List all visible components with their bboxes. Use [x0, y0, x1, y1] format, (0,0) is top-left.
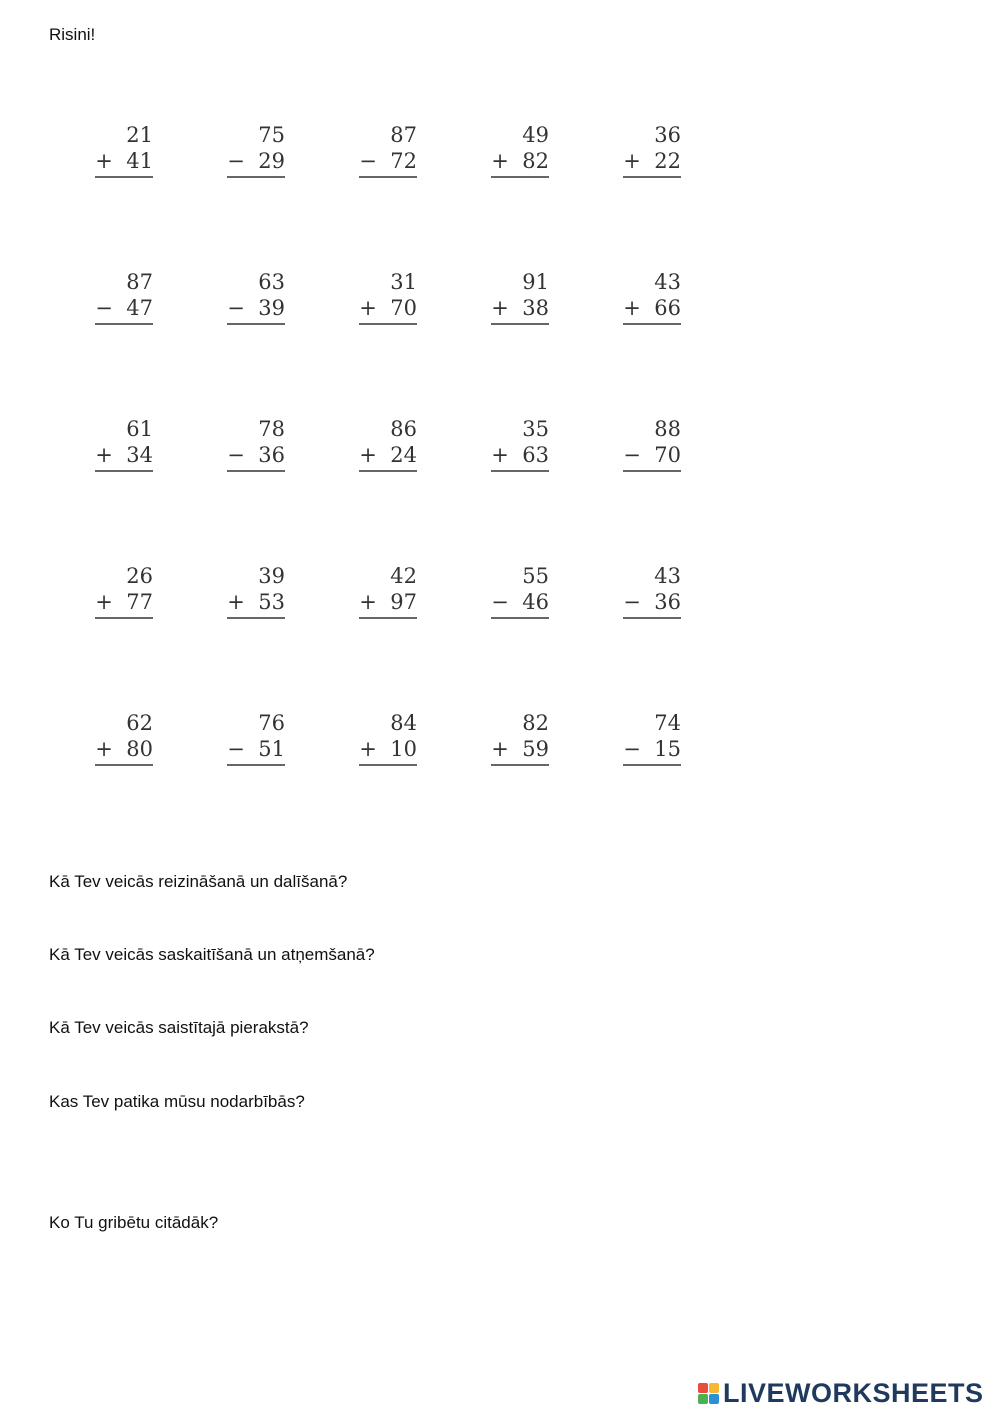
- problem-operator: −: [623, 443, 641, 467]
- problem-second-number: 36: [654, 590, 681, 614]
- problem-first-number: 76: [258, 711, 285, 735]
- problem-item: [491, 710, 549, 766]
- problem-item: [623, 416, 681, 472]
- problem-item: [359, 710, 417, 766]
- problem-first-number: 31: [390, 270, 417, 294]
- logo-mark-icon: [698, 1383, 719, 1404]
- problem-second-row: [491, 736, 549, 766]
- problem-first-number: 63: [258, 270, 285, 294]
- problem-item: [623, 269, 681, 325]
- problem-operator: +: [359, 296, 377, 320]
- problem-operator: +: [227, 590, 245, 614]
- problem-operator: −: [623, 590, 641, 614]
- problem-operator: −: [227, 296, 245, 320]
- problem-first-number: 26: [126, 564, 153, 588]
- problem-second-row: [95, 589, 153, 619]
- problem-second-row: [359, 148, 417, 178]
- problem-second-number: 51: [258, 737, 285, 761]
- problem-first-number: 43: [654, 564, 681, 588]
- problem-second-number: 41: [126, 149, 153, 173]
- problem-second-row: [227, 736, 285, 766]
- problem-item: [227, 269, 285, 325]
- problem-second-row: [359, 736, 417, 766]
- problem-operator: −: [95, 296, 113, 320]
- problem-item: [359, 122, 417, 178]
- problem-operator: +: [491, 149, 509, 173]
- problem-second-number: 47: [126, 296, 153, 320]
- problem-first-number: 35: [522, 417, 549, 441]
- problem-item: [227, 122, 285, 178]
- problem-first-number: 21: [126, 123, 153, 147]
- question-5: Ko Tu gribētu citādāk?: [49, 1213, 219, 1232]
- problem-item: [95, 269, 153, 325]
- problem-second-number: 70: [390, 296, 417, 320]
- problem-item: [491, 122, 549, 178]
- problem-second-number: 29: [258, 149, 285, 173]
- problem-second-number: 70: [654, 443, 681, 467]
- problem-item: [623, 710, 681, 766]
- problem-second-row: [359, 589, 417, 619]
- problem-item: [359, 563, 417, 619]
- problem-operator: +: [95, 443, 113, 467]
- problem-first-number: 87: [126, 270, 153, 294]
- problem-first-number: 36: [654, 123, 681, 147]
- problem-item: [95, 416, 153, 472]
- problem-first-number: 78: [258, 417, 285, 441]
- problem-second-number: 80: [126, 737, 153, 761]
- problem-operator: −: [227, 149, 245, 173]
- problem-second-row: [95, 736, 153, 766]
- problem-second-number: 77: [126, 590, 153, 614]
- problem-first-number: 74: [654, 711, 681, 735]
- problem-operator: +: [491, 737, 509, 761]
- question-4: Kas Tev patika mūsu nodarbībās?: [49, 1092, 305, 1111]
- problem-second-row: [623, 148, 681, 178]
- problem-second-row: [359, 295, 417, 325]
- problem-first-number: 61: [126, 417, 153, 441]
- problem-first-number: 86: [390, 417, 417, 441]
- problem-item: [95, 710, 153, 766]
- problem-second-number: 97: [390, 590, 417, 614]
- problem-item: [491, 269, 549, 325]
- problem-second-number: 10: [390, 737, 417, 761]
- problem-second-number: 72: [390, 149, 417, 173]
- liveworksheets-logo: [698, 1378, 984, 1408]
- problem-operator: −: [227, 443, 245, 467]
- logo-text-worksheets: WORKSHEETS: [785, 1378, 984, 1408]
- instruction-text: Risini!: [49, 25, 96, 44]
- problem-second-number: 15: [654, 737, 681, 761]
- problem-operator: +: [359, 443, 377, 467]
- problem-operator: −: [227, 737, 245, 761]
- problem-first-number: 88: [654, 417, 681, 441]
- problem-second-number: 82: [522, 149, 549, 173]
- problem-operator: +: [359, 590, 377, 614]
- problem-operator: +: [623, 296, 641, 320]
- problem-operator: +: [491, 296, 509, 320]
- problem-item: [623, 122, 681, 178]
- problem-item: [623, 563, 681, 619]
- question-3: Kā Tev veicās saistītajā pierakstā?: [49, 1018, 309, 1037]
- problem-second-row: [491, 589, 549, 619]
- problem-second-number: 53: [258, 590, 285, 614]
- problem-first-number: 75: [258, 123, 285, 147]
- problem-item: [359, 416, 417, 472]
- problem-second-row: [623, 442, 681, 472]
- problem-second-number: 63: [522, 443, 549, 467]
- problem-second-number: 34: [126, 443, 153, 467]
- problem-operator: +: [359, 737, 377, 761]
- problem-item: [95, 563, 153, 619]
- problem-item: [491, 563, 549, 619]
- problem-first-number: 43: [654, 270, 681, 294]
- problem-second-number: 22: [654, 149, 681, 173]
- problem-first-number: 39: [258, 564, 285, 588]
- problem-item: [227, 710, 285, 766]
- problem-operator: −: [491, 590, 509, 614]
- problem-first-number: 55: [522, 564, 549, 588]
- problem-second-number: 24: [390, 443, 417, 467]
- problem-first-number: 42: [390, 564, 417, 588]
- question-1: Kā Tev veicās reizināšanā un dalīšanā?: [49, 872, 348, 891]
- problem-second-row: [359, 442, 417, 472]
- problem-operator: +: [95, 149, 113, 173]
- problem-second-row: [491, 442, 549, 472]
- logo-text-live: LIVE: [723, 1378, 786, 1408]
- problem-second-row: [95, 442, 153, 472]
- problem-operator: +: [95, 737, 113, 761]
- problem-second-row: [95, 295, 153, 325]
- problem-second-number: 39: [258, 296, 285, 320]
- problem-item: [491, 416, 549, 472]
- problem-first-number: 62: [126, 711, 153, 735]
- problem-first-number: 91: [522, 270, 549, 294]
- problem-operator: +: [623, 149, 641, 173]
- problem-operator: +: [95, 590, 113, 614]
- problem-second-row: [623, 736, 681, 766]
- problem-item: [359, 269, 417, 325]
- problem-second-row: [227, 295, 285, 325]
- problem-second-row: [491, 295, 549, 325]
- problem-operator: −: [359, 149, 377, 173]
- problem-first-number: 82: [522, 711, 549, 735]
- problem-first-number: 84: [390, 711, 417, 735]
- problem-operator: −: [623, 737, 641, 761]
- problem-second-number: 36: [258, 443, 285, 467]
- problem-first-number: 49: [522, 123, 549, 147]
- problem-item: [227, 563, 285, 619]
- problem-operator: +: [491, 443, 509, 467]
- problem-second-number: 46: [522, 590, 549, 614]
- problem-second-number: 66: [654, 296, 681, 320]
- problem-second-row: [227, 589, 285, 619]
- problem-second-row: [227, 148, 285, 178]
- problem-item: [95, 122, 153, 178]
- problem-second-row: [95, 148, 153, 178]
- problem-second-row: [623, 589, 681, 619]
- problem-second-number: 59: [522, 737, 549, 761]
- problem-second-row: [623, 295, 681, 325]
- problem-item: [227, 416, 285, 472]
- problem-first-number: 87: [390, 123, 417, 147]
- problem-second-number: 38: [522, 296, 549, 320]
- problem-second-row: [227, 442, 285, 472]
- problem-second-row: [491, 148, 549, 178]
- question-2: Kā Tev veicās saskaitīšanā un atņemšanā?: [49, 945, 375, 964]
